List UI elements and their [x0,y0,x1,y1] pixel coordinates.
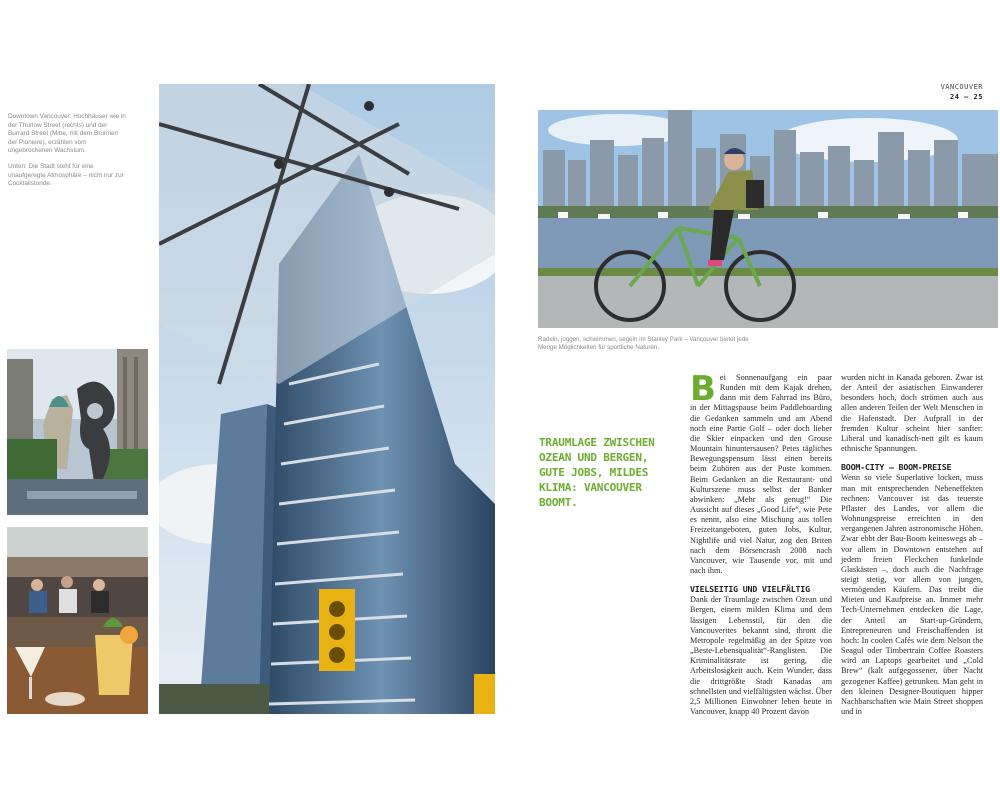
photo-sculpture [7,349,148,515]
drop-cap: B [690,369,716,409]
section-label: VANCOUVER [940,83,983,91]
photo-cocktail [7,527,148,714]
subheading-boom-city: BOOM-CITY – BOOM-PREISE [841,462,952,473]
article-column-1 [690,369,832,717]
article-paragraph-3: wurden nicht in Kanada geboren. Zwar ist der Anteil der asiatischen Einwanderer besonders hoch, doch strömen auch aus allen anderen Teilen der Welt Menschen in die Hafenstadt. Der Aufprall in der fremden Kultur scheint hier sanfter: Liberal und kanadisch-nett gilt es kaum ethnische Spannungen. [841,373,983,454]
photo-tower [159,84,495,714]
article-column-2 [841,373,983,717]
article-paragraph-1 [690,369,832,576]
article-text-1: ei Sonnenaufgang ein paar Runden mit dem Kajak drehen, dann mit dem Fahrrad ins Büro, in der Mittagspause beim Paddleboarding die Gedanken sammeln und am Abend noch eine Partie Golf – oder doch lieber die Skier einpacken und den Grouse Mountain hinuntersausen? Petes tägliches Bewegungspensum lässt einen bereits beim Zuhören aus der Puste kommen. Beim Gedanken an die Restaurant- und Kulturszene muss selbst der Banker abwinken: „Mehr als genug!“ Die Aussicht auf dieses „Good Life“, wie Pete es nennt, also eine Mischung aus tollen Freizeitangeboten, guten Jobs, Kultur, Nightlife und viel Natur, zog den Briten nach dem Börsencrash 2008 nach Vancouver, wie Tausende vor, mit und nach ihm. [690,373,832,575]
pull-quote: TRAUMLAGE ZWISCHEN OZEAN UND BERGEN, GUTE JOBS, MILDES KLIMA: VANCOUVER BOOMT. [539,436,655,509]
caption-downtown: Downtown Vancouver: Hochhäuser wie in der Thurlow Street (rechts) und der Burrard Street (Mitte, mit dem Brunnen der Pioniere), erzählen vom ungebrochenen Wachstum. [8,113,126,155]
subheading-vielseitig: VIELSEITIG UND VIELFÄLTIG [690,584,810,595]
page-header [941,82,983,102]
article-paragraph-2: Dank der Traumlage zwischen Ozean und Bergen, einem milden Klima und dem lässigen Lebensstil, für den die Vancouverites bekannt sind, thront die Metropole regelmäßig an der Spitze von „Beste-Lebensqualität“-Ranglisten. Die Kriminalitätsrate ist gering, die Arbeitslosigkeit auch. Kein Wunder, dass die drittgrößte Stadt Kanadas am schnellsten und vielfältigsten wächst. Über 2,5 Millionen Einwohner leben heute in Vancouver, knapp 40 Prozent davon [690,595,832,716]
article-paragraph-4: Wenn so viele Superlative locken, muss man mit entsprechenden Nebeneffekten rechnen: Vancouver ist das teuerste Pflaster des Landes, vor allem die Wohnungspreise erreichten in den vergangenen Jahren astronomische Höhen. Zwar ebbt der Bau-Boom keineswegs ab – vor allem in Downtown entstehen auf jedem freien Fleckchen funkelnde Glaskästen –, doch auch die Nachfrage steigt stetig, vor allem von jungen, vermögenden Käufern. Das treibt die Mieten und Kaufpreise an. Immer mehr Tech-Unternehmen entdecken die Lage, der Anteil an Start-up-Gründern, Entrepreneuren und Freischaffenden ist hoch: In coolen Cafés wie dem Nelson the Seagul oder Timbertrain Coffee Roasters wird an Laptops gearbeitet und „Cold Brew“ (kalt aufgegossener, über Nacht gezogener Kaffee) getrunken. Man geht in den kleinen Designer-Boutiquen hipper Nachbarschaften wie Main Street shoppen und in [841,473,983,716]
caption-cocktail: Unten: Die Stadt steht für eine unaufgeregte Atmosphäre – nicht nur zur Cocktailstunde. [8,162,124,188]
left-caption-block [8,113,126,196]
bike-caption: Radeln, joggen, schwimmen, segeln im Stanley Park – Vancouver bietet jede Menge Möglichkeiten für sportliche Naturen. [538,336,749,352]
photo-cyclist [538,110,998,328]
page-numbers: 24 – 25 [949,93,983,101]
